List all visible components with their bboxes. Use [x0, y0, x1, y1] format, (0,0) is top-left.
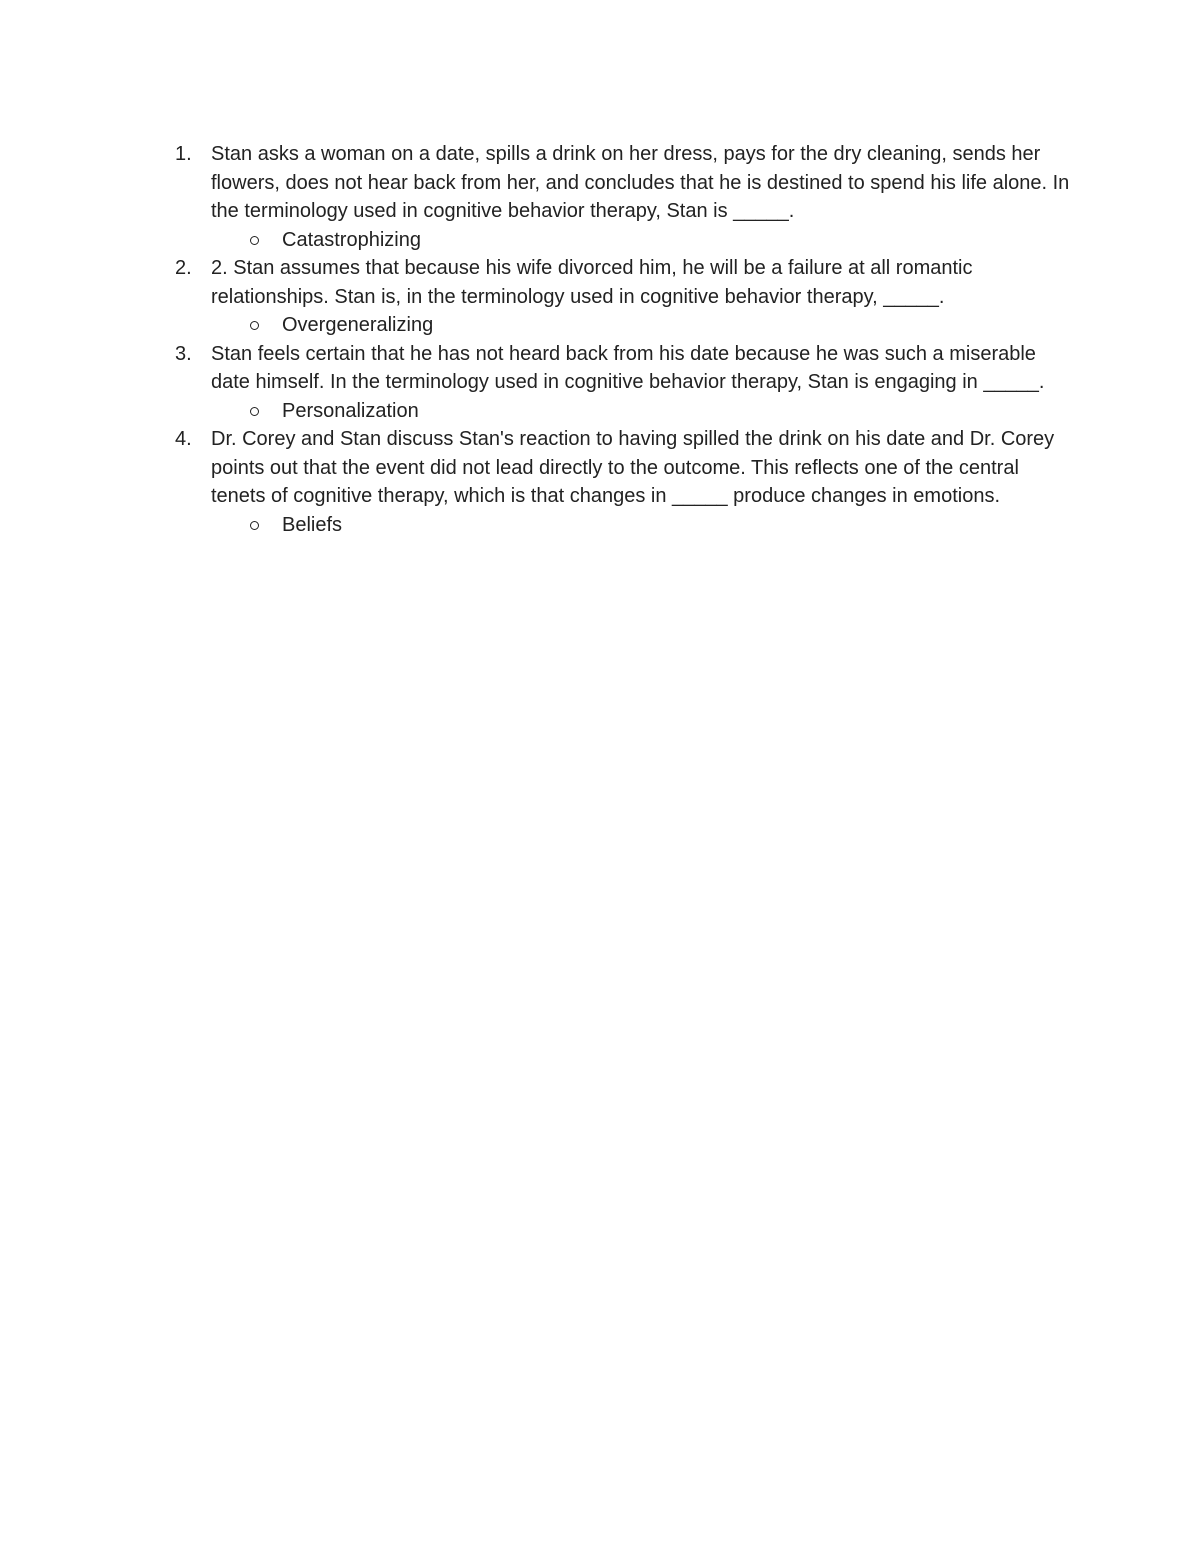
answer-item	[172, 311, 1072, 340]
question-list	[172, 140, 1072, 539]
question-number: 2.	[175, 257, 192, 279]
question-number: 1.	[175, 143, 192, 165]
answer-item	[172, 511, 1072, 540]
question-number: 4.	[175, 428, 192, 450]
answer-text: Personalization	[282, 399, 419, 422]
hollow-bullet-icon	[250, 407, 259, 416]
question-number: 3.	[175, 342, 192, 365]
question-item	[172, 425, 1072, 539]
hollow-bullet-icon	[250, 521, 259, 530]
question-text: Stan asks a woman on a date, spills a drink on her dress, pays for the dry cleaning, sends her flowers, does not hear back from her, and concludes that he is destined to spend his life alone. In the terminology used in cognitive behavior therapy, Stan is _____.	[211, 143, 1070, 222]
hollow-bullet-icon	[250, 321, 259, 330]
question-text: 2. Stan assumes that because his wife divorced him, he will be a failure at all romantic relationships. Stan is, in the terminology used in cognitive behavior therapy, _____.	[211, 257, 973, 308]
answer-item	[172, 226, 1072, 255]
question-item	[172, 140, 1072, 254]
question-text: Stan feels certain that he has not heard back from his date because he was such a miserable date himself. In the terminology used in cognitive behavior therapy, Stan is engaging in _____.	[211, 342, 1045, 393]
answer-item	[172, 397, 1072, 426]
question-item	[172, 254, 1072, 340]
answer-text: Catastrophizing	[282, 228, 421, 251]
question-text: Dr. Corey and Stan discuss Stan's reaction to having spilled the drink on his date and Dr. Corey points out that the event did not lead directly to the outcome. This reflects one of the central tenets of cognitive therapy, which is that changes in _____ produce changes in emotions.	[211, 428, 1055, 507]
answer-text: Beliefs	[282, 513, 343, 536]
answer-text: Overgeneralizing	[282, 314, 434, 336]
question-item	[172, 340, 1072, 426]
hollow-bullet-icon	[250, 236, 259, 245]
